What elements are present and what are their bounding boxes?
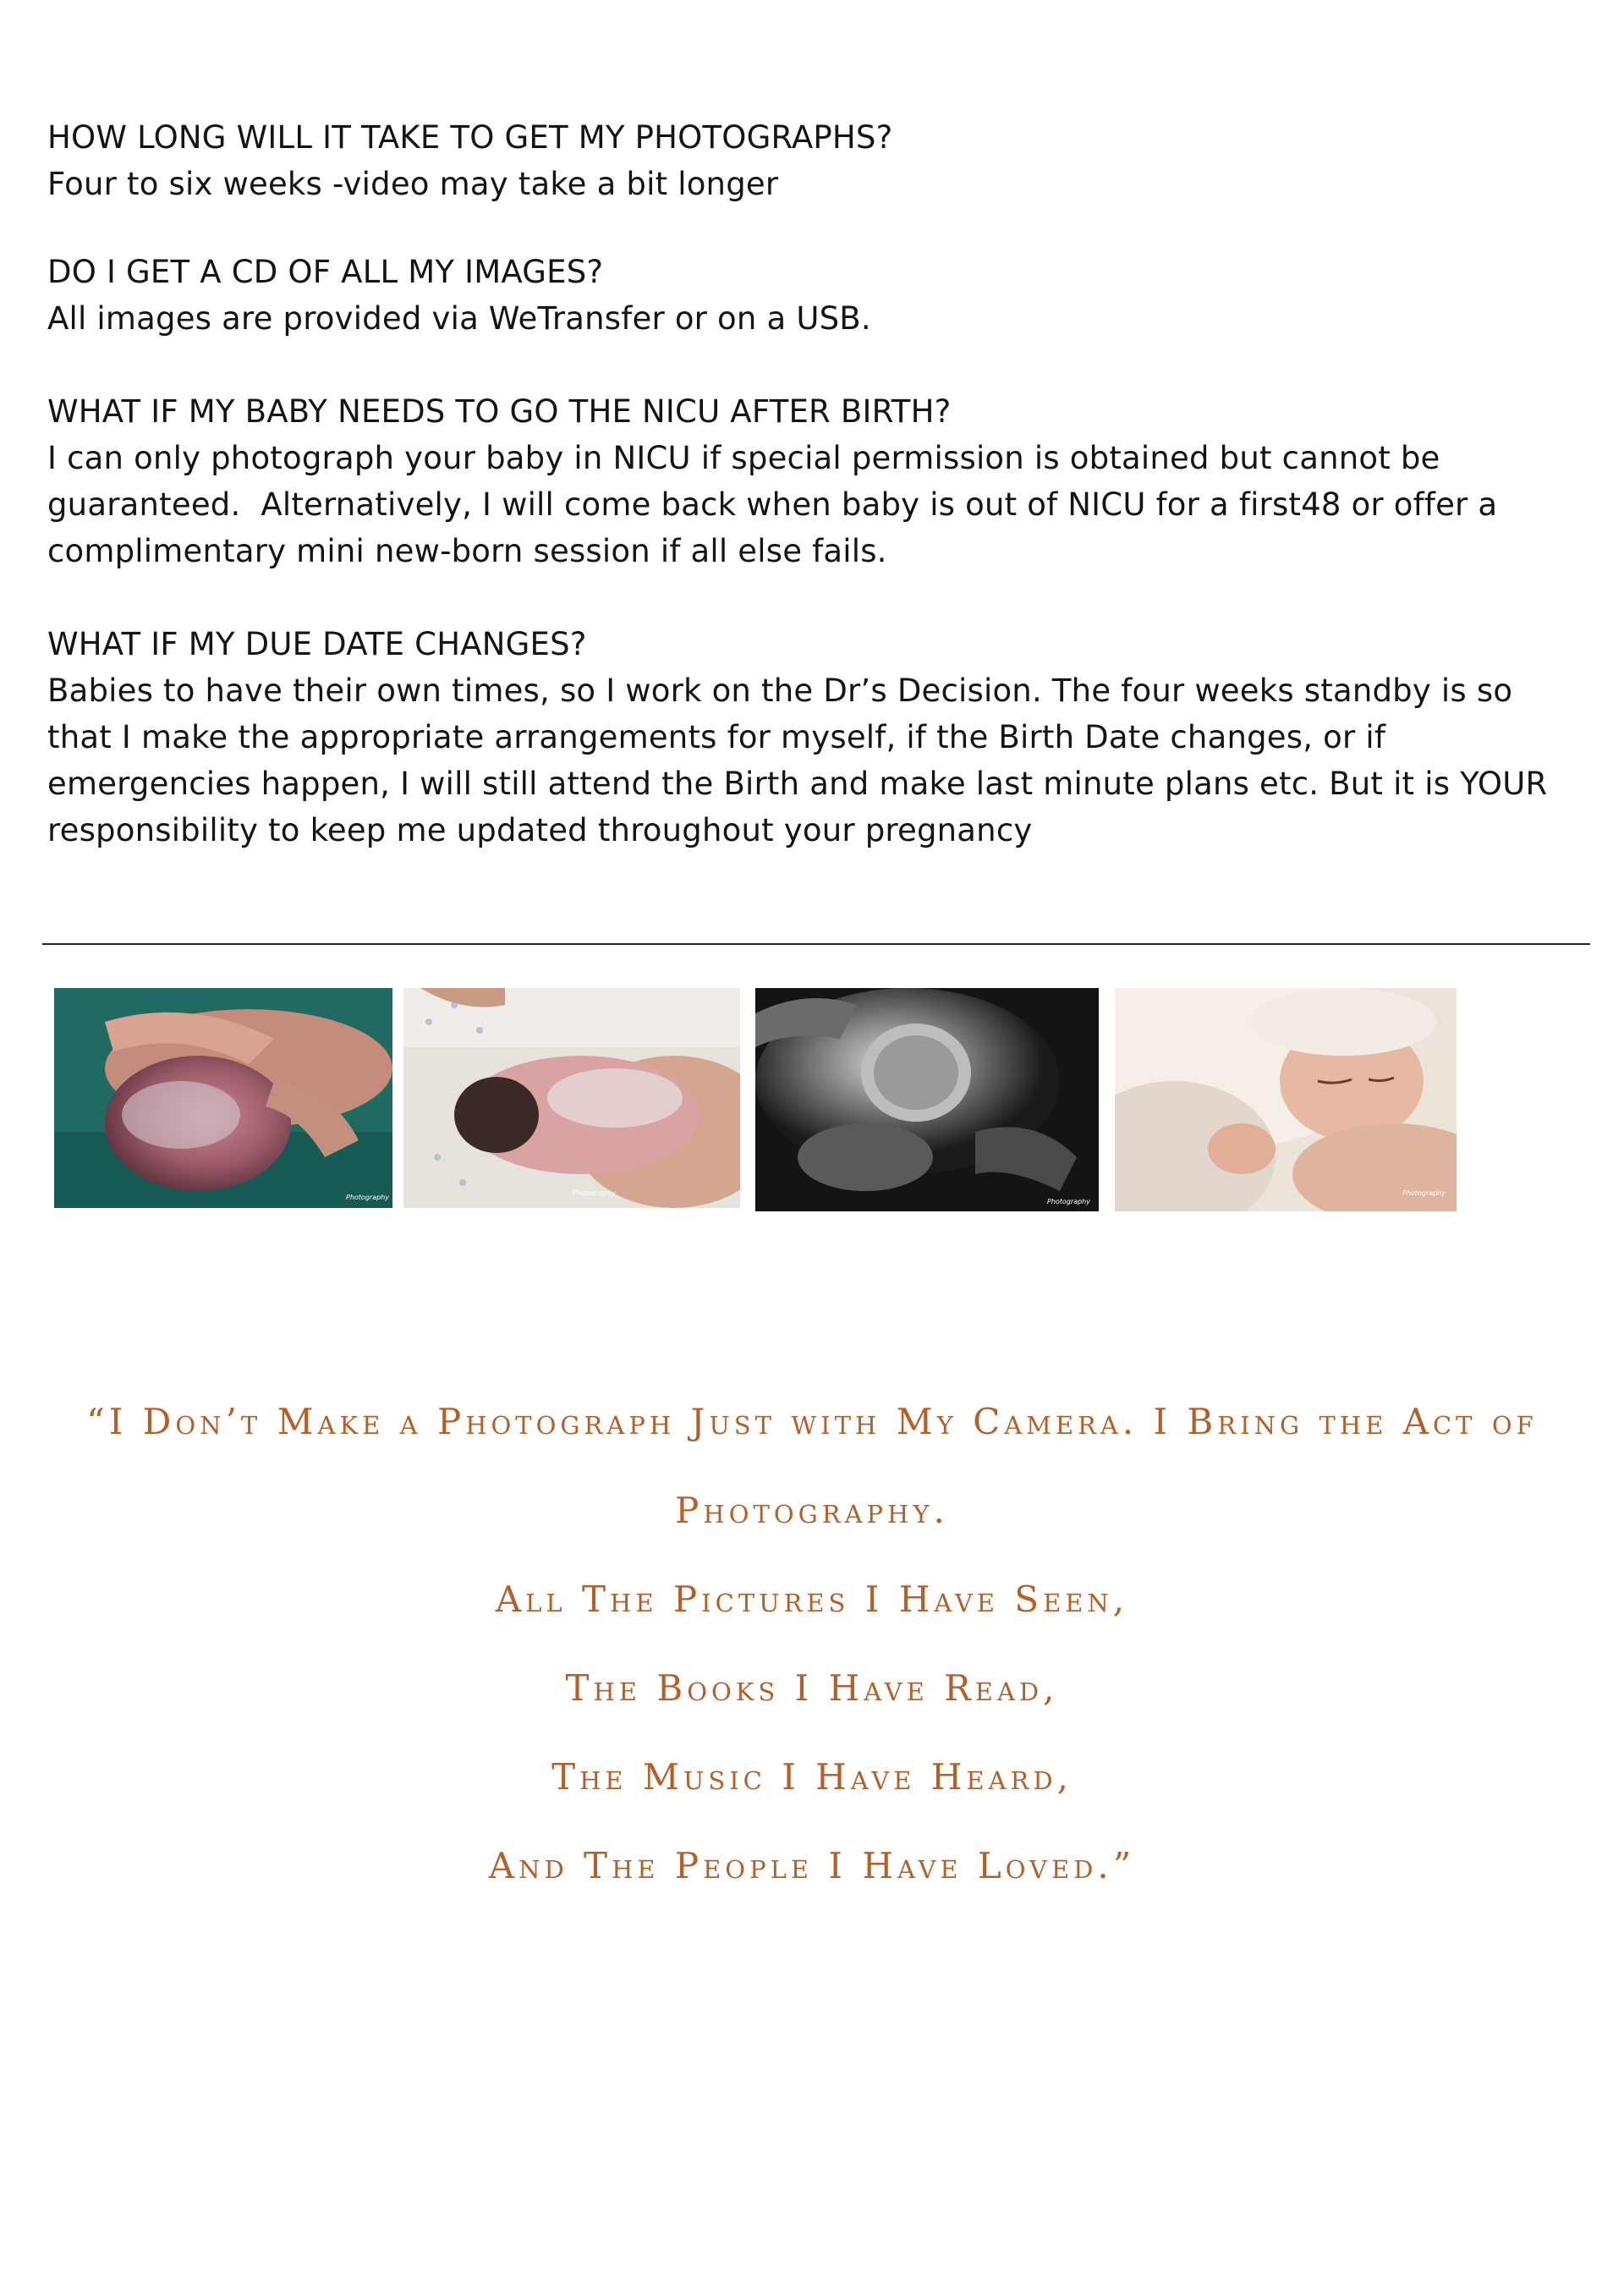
svg-text:Photography: Photography xyxy=(346,1194,389,1201)
photo-image xyxy=(54,988,392,1208)
photo-newborn-on-gown xyxy=(403,988,740,1208)
quote-block xyxy=(0,1400,1624,1933)
faq-question: DO I GET A CD OF ALL MY IMAGES? xyxy=(47,254,604,290)
faq-item xyxy=(47,249,1587,342)
faq-answer: All images are provided via WeTransfer or on a USB. xyxy=(47,300,871,337)
svg-text:Photography: Photography xyxy=(1402,1189,1446,1197)
svg-text:Photography: Photography xyxy=(573,1189,616,1197)
faq-answer: I can only photograph your baby in NICU if special permission is obtained but cannot be guaranteed. Alternatively, I will come back when baby is out of NICU for a first48 or offer a complimentary mini new-born session if all else fails. xyxy=(47,440,1508,569)
section-divider xyxy=(42,943,1590,945)
faq-item xyxy=(47,114,1587,207)
quote-line: Photography. xyxy=(675,1490,949,1531)
faq-answer: Four to six weeks -video may take a bit longer xyxy=(47,166,779,202)
photo-image xyxy=(1115,988,1457,1211)
faq-question: WHAT IF MY BABY NEEDS TO GO THE NICU AFTER BIRTH? xyxy=(47,393,952,430)
photo-image xyxy=(755,988,1099,1211)
faq-answer: Babies to have their own times, so I work on the Dr’s Decision. The four weeks standby is so that I make the appropriate arrangements for myself, if the Birth Date changes, or if emergencies happen, I will still attend the Birth and make last minute plans etc. But it is YOUR responsibility to keep me updated throughout your pregnancy xyxy=(47,673,1558,848)
faq-question: HOW LONG WILL IT TAKE TO GET MY PHOTOGRAPHS? xyxy=(47,119,893,156)
quote-line: The Books I Have Read, xyxy=(565,1667,1059,1709)
quote-line: “I Don’t Make a Photograph Just with My Camera. I Bring the Act of xyxy=(86,1401,1538,1442)
photo-sleeping-newborn xyxy=(1115,988,1457,1211)
quote-line: The Music I Have Heard, xyxy=(551,1756,1073,1798)
photo-newborn-on-mother xyxy=(54,988,392,1208)
faq-question: WHAT IF MY DUE DATE CHANGES? xyxy=(47,626,587,662)
faq-item xyxy=(47,388,1587,574)
faq-item xyxy=(47,621,1587,854)
svg-text:Photography: Photography xyxy=(1047,1198,1090,1205)
photo-image xyxy=(403,988,740,1208)
photo-newborn-black-and-white xyxy=(755,988,1099,1211)
quote-line: And The People I Have Loved.” xyxy=(488,1845,1136,1886)
quote-line: All The Pictures I Have Seen, xyxy=(495,1578,1129,1620)
